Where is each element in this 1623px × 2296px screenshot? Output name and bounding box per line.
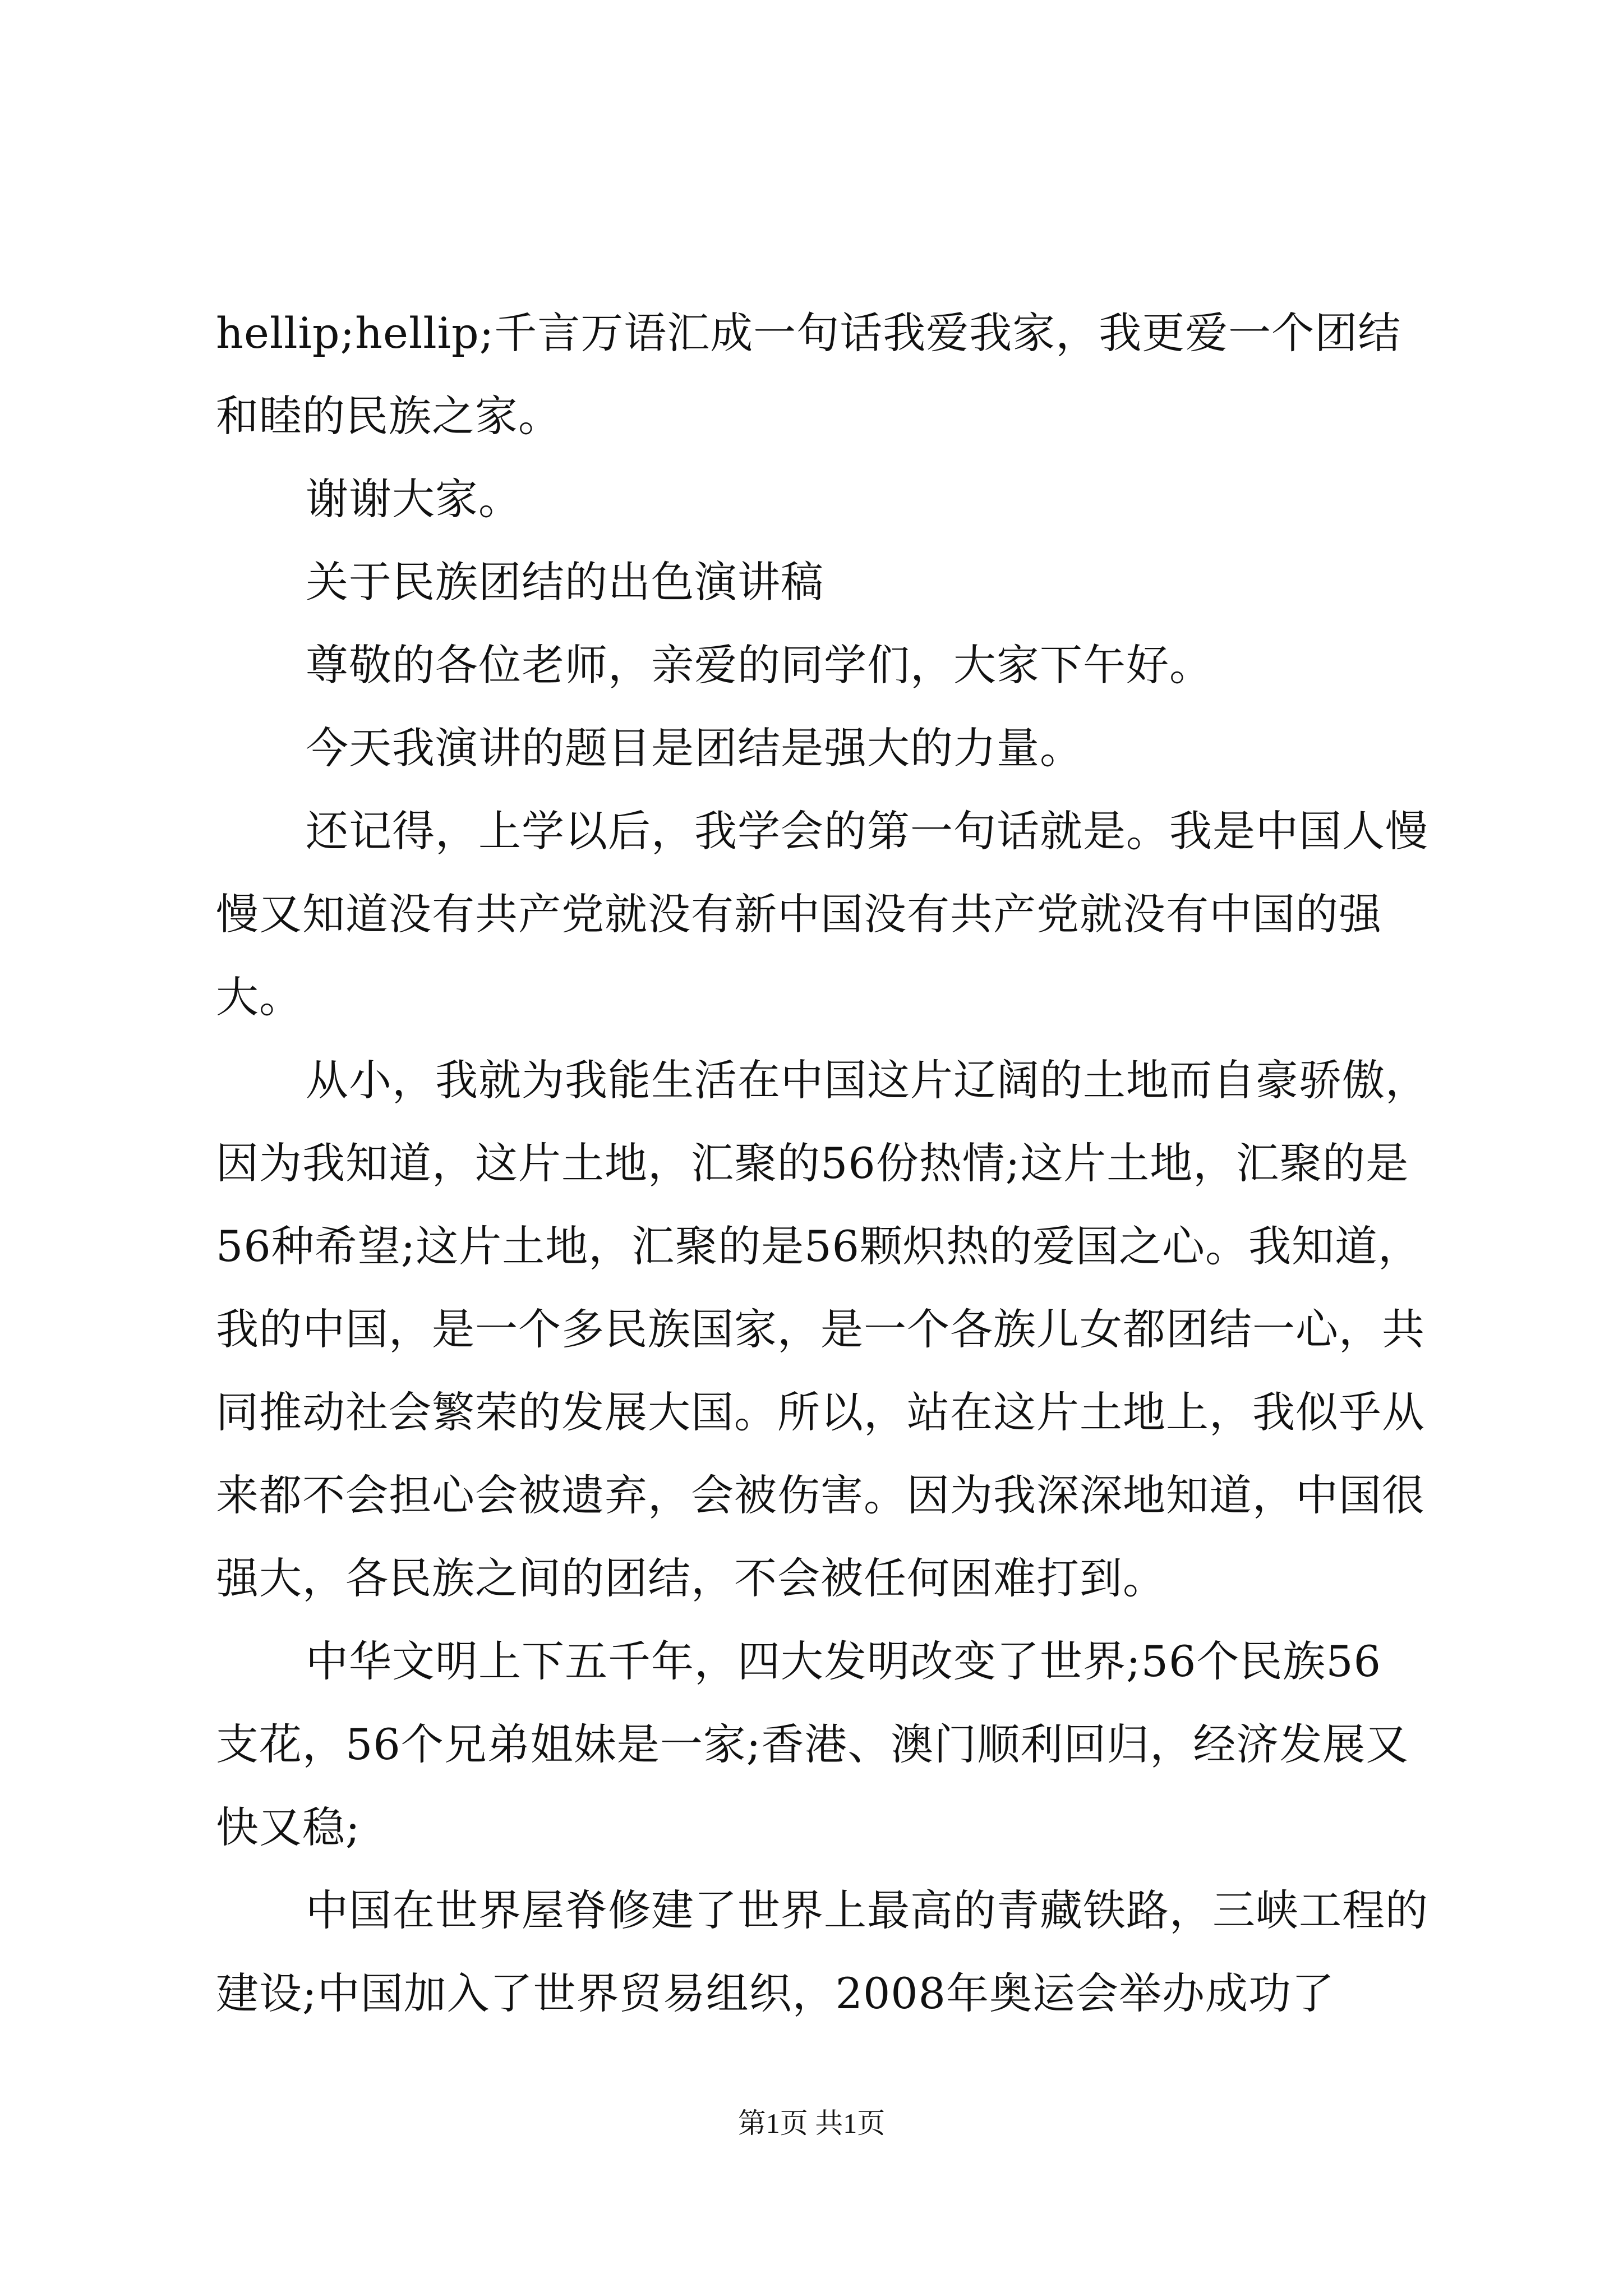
text-line: 和睦的民族之家。 — [216, 391, 561, 441]
speech-title: 关于民族团结的出色演讲稿 — [306, 557, 824, 607]
paragraph — [216, 292, 1438, 458]
text-line: 还记得，上学以后，我学会的第一句话就是。我是中国人慢 — [306, 806, 1428, 856]
text-line: 快又稳; — [216, 1802, 361, 1852]
text-line: 大。 — [216, 972, 302, 1022]
text-line: 因为我知道，这片土地，汇聚的56份热情;这片土地，汇聚的是 — [216, 1138, 1409, 1188]
paragraph — [216, 790, 1438, 1039]
text-line: 建设;中国加入了世界贸易组织，2008年奥运会举办成功了 — [216, 1968, 1335, 2018]
paragraph — [216, 1620, 1438, 1869]
document-body — [216, 292, 1438, 2035]
paragraph — [216, 624, 1438, 707]
text-line: 同推动社会繁荣的发展大国。所以，站在这片土地上，我似乎从 — [216, 1387, 1425, 1437]
text-line: hellip;hellip;千言万语汇成一句话我爱我家，我更爱一个团结 — [216, 308, 1401, 358]
text-line: 尊敬的各位老师，亲爱的同学们，大家下午好。 — [306, 640, 1212, 690]
text-line: 56种希望;这片土地，汇聚的是56颗炽热的爱国之心。我知道， — [216, 1221, 1422, 1271]
text-line: 慢又知道没有共产党就没有新中国没有共产党就没有中国的强 — [216, 889, 1382, 939]
text-line: 中国在世界屋脊修建了世界上最高的青藏铁路，三峡工程的 — [306, 1885, 1428, 1935]
paragraph — [216, 707, 1438, 790]
paragraph — [216, 1869, 1438, 2035]
paragraph — [216, 458, 1438, 541]
text-line: 今天我演讲的题目是团结是强大的力量。 — [306, 723, 1083, 773]
paragraph — [216, 541, 1438, 624]
text-line: 中华文明上下五千年，四大发明改变了世界;56个民族56 — [306, 1636, 1382, 1686]
text-line: 支花，56个兄弟姐妹是一家;香港、澳门顺利回归，经济发展又 — [216, 1719, 1409, 1769]
page-number-label: 第1页 共1页 — [737, 2108, 886, 2139]
text-line: 谢谢大家。 — [306, 474, 522, 524]
text-line: 我的中国，是一个多民族国家，是一个各族儿女都团结一心，共 — [216, 1304, 1425, 1354]
text-line: 来都不会担心会被遗弃，会被伤害。因为我深深地知道，中国很 — [216, 1470, 1425, 1520]
page-footer — [0, 2104, 1623, 2143]
text-line: 从小，我就为我能生活在中国这片辽阔的土地而自豪骄傲， — [306, 1055, 1428, 1105]
text-line: 强大，各民族之间的团结，不会被任何困难打到。 — [216, 1553, 1166, 1603]
paragraph — [216, 1039, 1438, 1620]
